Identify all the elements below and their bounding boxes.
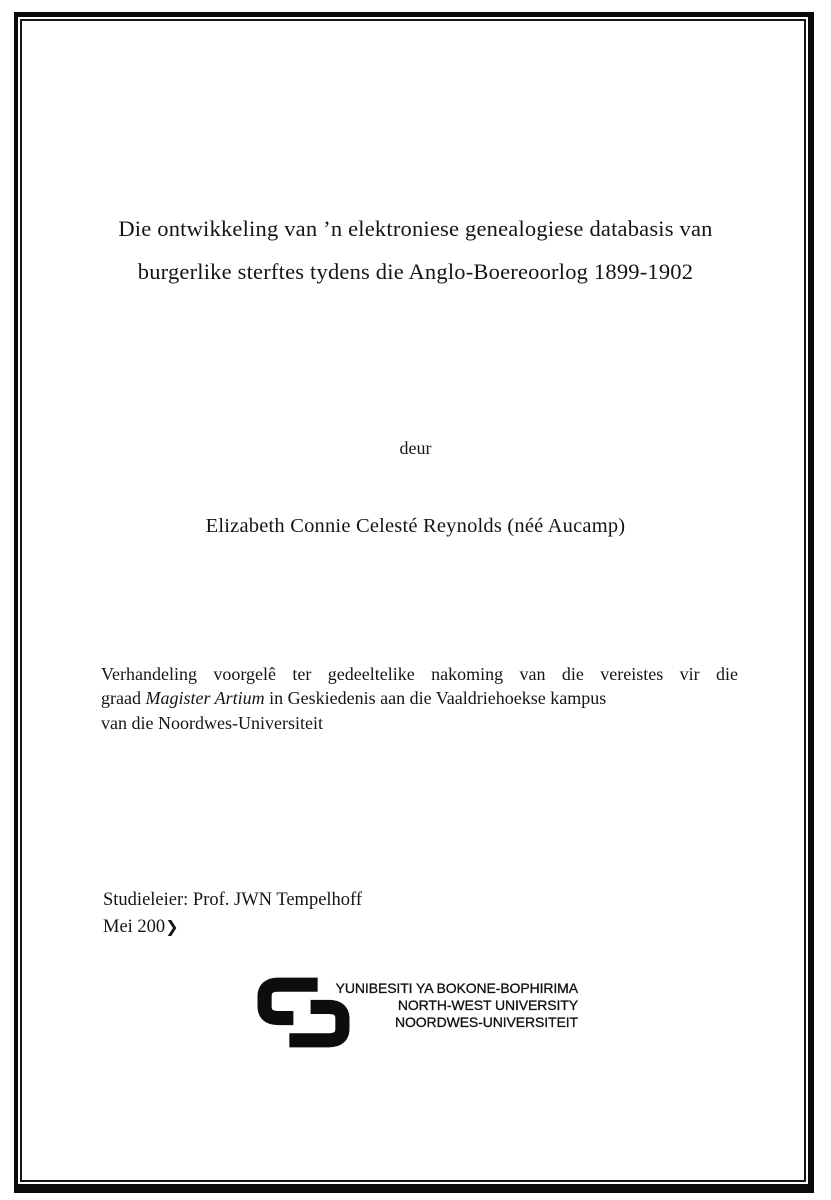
- thesis-title: [40, 207, 791, 293]
- supervisor-line: Studieleier: Prof. JWN Tempelhoff: [103, 890, 363, 910]
- degree-statement-line2-prefix: graad: [101, 688, 146, 709]
- date-seven-glyph: ❯: [165, 916, 178, 936]
- date-line: [103, 914, 362, 941]
- date-prefix: Mei 200: [103, 916, 166, 937]
- degree-statement-line1: Verhandeling voorgelê ter gedeeltelike nakoming van die vereistes vir die: [101, 664, 738, 684]
- degree-name: Magister Artium: [145, 688, 265, 709]
- university-logo-text: [317, 980, 578, 1031]
- logo-line-english: NORTH-WEST UNIVERSITY: [397, 997, 578, 1013]
- degree-statement-line2-suffix: in Geskiedenis aan die Vaaldriehoekse kampus: [264, 688, 607, 709]
- degree-statement-line3: van die Noordwes-Universiteit: [101, 712, 323, 733]
- supervisor-block: [103, 888, 362, 940]
- degree-statement-line2: [101, 686, 738, 710]
- degree-statement: [101, 662, 738, 735]
- thesis-title-line1: Die ontwikkeling van ’n elektroniese genealogiese databasis van: [118, 216, 713, 241]
- byline: deur: [399, 438, 432, 458]
- author-name: Elizabeth Connie Celesté Reynolds (néé Aucamp): [205, 515, 626, 537]
- logo-line-setswana: YUNIBESITI YA BOKONE-BOPHIRIMA: [335, 980, 578, 996]
- logo-line-afrikaans: NOORDWES-UNIVERSITEIT: [394, 1014, 578, 1030]
- thesis-title-line2: burgerlike sterftes tydens die Anglo-Boereoorlog 1899-1902: [137, 259, 694, 284]
- university-logo: [257, 977, 587, 1049]
